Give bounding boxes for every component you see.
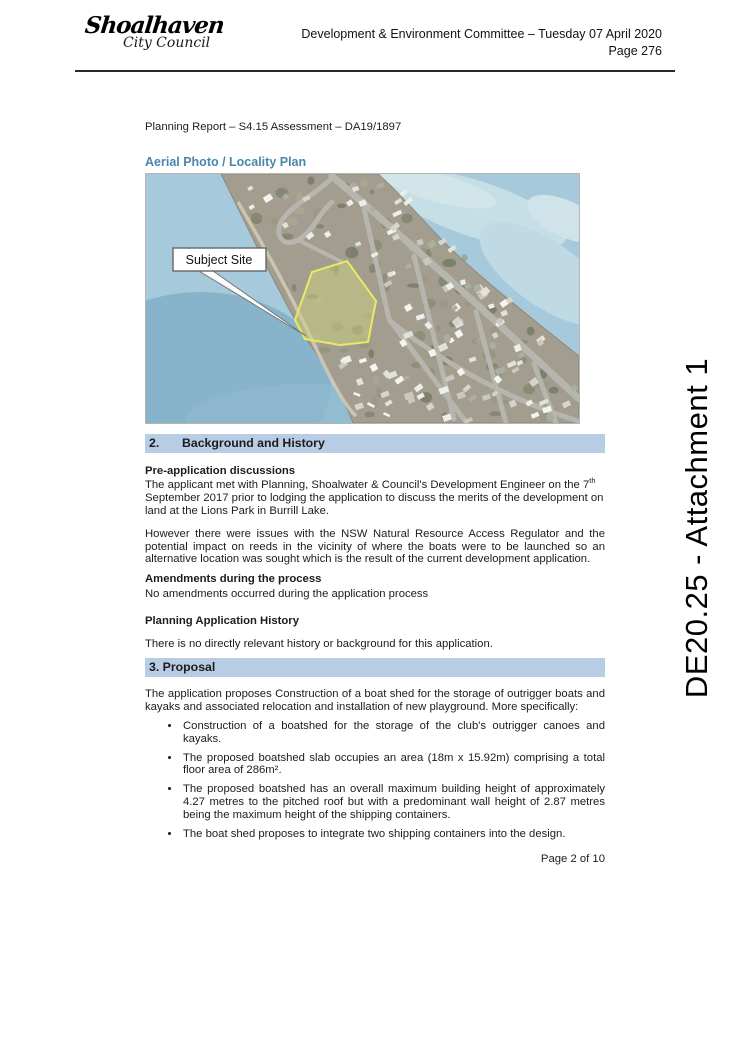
bullet-item: • The boat shed proposes to integrate two shipping containers into the design. bbox=[181, 828, 605, 841]
header-meta bbox=[301, 26, 662, 60]
header-divider bbox=[75, 70, 675, 72]
section-3-heading bbox=[145, 658, 605, 677]
section-3-title: 3. Proposal bbox=[149, 660, 216, 675]
paragraph-amendments: No amendments occurred during the application process bbox=[145, 587, 429, 600]
subheading-preapplication: Pre-application discussions bbox=[145, 464, 296, 477]
footer-page-number: Page 2 of 10 bbox=[540, 853, 605, 866]
council-logo-name: Shoalhaven bbox=[83, 12, 226, 39]
section-2-title: Background and History bbox=[182, 436, 325, 451]
paragraph-nsw-issues: However there were issues with the NSW Natural Resource Access Regulator and the potential impact on reeds in the vicinity of where the boats were to be launched so an alternative location was sought which is the result of the current development application. bbox=[145, 528, 605, 566]
subheading-amendments: Amendments during the process bbox=[145, 572, 322, 585]
proposal-bullet-list bbox=[145, 720, 605, 840]
bullet-item: • The proposed boatshed slab occupies an area (18m x 15.92m) comprising a total floor area of 286m². bbox=[181, 752, 605, 777]
attachment-label: DE20.25 - Attachment 1 bbox=[679, 357, 714, 699]
committee-title: Development & Environment Committee – Tuesday 07 April 2020 bbox=[301, 27, 662, 41]
section-2-number: 2. bbox=[149, 436, 160, 451]
superscript-th: th bbox=[589, 476, 596, 486]
section-2-heading bbox=[145, 434, 605, 453]
subheading-history: Planning Application History bbox=[145, 615, 299, 628]
paragraph-preapplication: The applicant met with Planning, Shoalwater & Council's Development Engineer on the 7th September 2017 prior to lodging the application to discuss the merits of the development on land at the Lions Park in Burrill Lake. bbox=[145, 476, 604, 517]
bullet-item: • Construction of a boatshed for the storage of the club's outrigger canoes and kayaks. bbox=[181, 720, 605, 745]
figure-heading: Aerial Photo / Locality Plan bbox=[145, 154, 307, 169]
aerial-map-graphic bbox=[146, 174, 579, 423]
paragraph-proposal-intro: The application proposes Construction of a boat shed for the storage of outrigger boats and kayaks and associated relocation and installation of new playground. More specifically: bbox=[145, 687, 605, 713]
report-body bbox=[145, 115, 605, 866]
paragraph-history: There is no directly relevant history or background for this application. bbox=[145, 637, 493, 650]
aerial-photo bbox=[145, 173, 580, 424]
subject-site-label: Subject Site bbox=[185, 253, 253, 268]
header-page-number: Page 276 bbox=[608, 43, 662, 58]
council-logo bbox=[85, 14, 225, 50]
report-title: Planning Report – S4.15 Assessment – DA19/1897 bbox=[145, 121, 402, 133]
bullet-item: • The proposed boatshed has an overall maximum building height of approximately 4.27 metres to the pitched roof but with a predominant wall height of 2.87 metres being the maximum height of the shipping containers. bbox=[181, 783, 605, 821]
council-logo-subtitle: City Council bbox=[123, 35, 211, 51]
